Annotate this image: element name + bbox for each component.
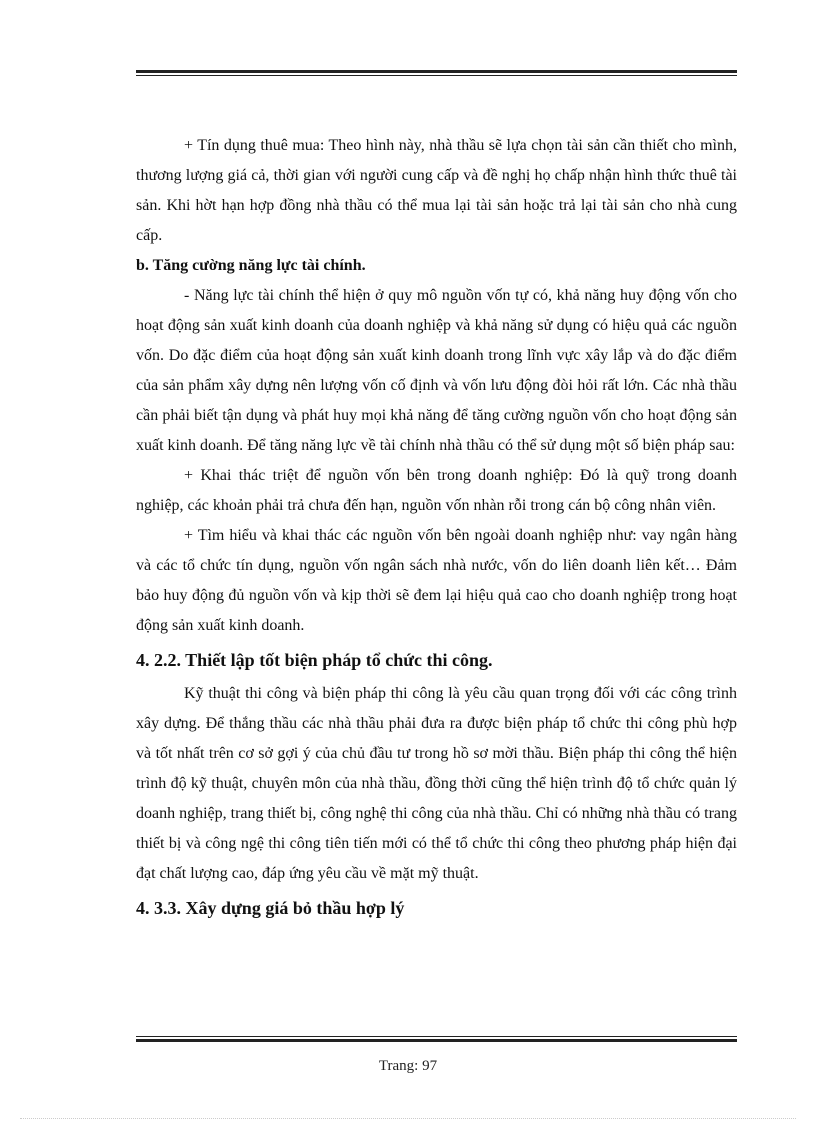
section-heading-4-2-2: 4. 2.2. Thiết lập tốt biện pháp tổ chức thi công. — [136, 650, 493, 670]
footer-rule — [136, 1036, 737, 1042]
paragraph-internal-capital: + Khai thác triệt để nguồn vốn bên trong doanh nghiệp: Đó là quỹ trong doanh nghiệp, các khoản phải trả chưa đến hạn, nguồn vốn nhàn rỗi trong cán bộ công nhân viên. — [136, 467, 737, 514]
page-bottom-border — [20, 1118, 796, 1119]
header-rule — [136, 70, 737, 76]
paragraph-construction-methods: Kỹ thuật thi công và biện pháp thi công là yêu cầu quan trọng đối với các công trình xây dựng. Để thắng thầu các nhà thầu phải đưa ra được biện pháp tổ chức thi công phù hợp và tốt nhất trên cơ sở gợi ý của chủ đầu tư trong hồ sơ mời thầu. Biện pháp thi công thể hiện trình độ kỹ thuật, chuyên môn của nhà thầu, đồng thời cũng thể hiện trình độ tổ chức quản lý doanh nghiệp, trang thiết bị, công nghệ thi công của nhà thầu. Chỉ có những nhà thầu có trang thiết bị và công ngệ thi công tiên tiến mới có thể tổ chức thi công theo phương pháp hiện đại đạt chất lượng cao, đáp ứng yêu cầu về mặt mỹ thuật. — [136, 685, 737, 882]
subheading-financial-capacity: b. Tăng cường năng lực tài chính. — [136, 257, 366, 274]
page-number: Trang: 97 — [378, 1058, 438, 1074]
paragraph-leasing: + Tín dụng thuê mua: Theo hình này, nhà thầu sẽ lựa chọn tài sản cần thiết cho mình, thương lượng giá cả, thời gian với người cung cấp và đề nghị họ chấp nhận hình thức thuê tài sản. Khi hờt hạn hợp đồng nhà thầu có thể mua lại tài sản hoặc trả lại tài sản cho nhà cung cấp. — [136, 137, 737, 244]
section-heading-4-3-3: 4. 3.3. Xây dựng giá bỏ thầu hợp lý — [136, 898, 405, 918]
paragraph-external-capital: + Tìm hiểu và khai thác các nguồn vốn bên ngoài doanh nghiệp như: vay ngân hàng và các tổ chức tín dụng, nguồn vốn ngân sách nhà nước, vốn do liên doanh liên kết… Đảm bảo huy động đủ nguồn vốn và kịp thời sẽ đem lại hiệu quả cao cho doanh nghiệp trong hoạt động sản xuất kinh doanh. — [136, 527, 737, 634]
paragraph-financial-capacity: - Năng lực tài chính thể hiện ở quy mô nguồn vốn tự có, khả năng huy động vốn cho hoạt động sản xuất kinh doanh của doanh nghiệp và khả năng sử dụng có hiệu quả các nguồn vốn. Do đặc điểm của hoạt động sản xuất kinh doanh trong lĩnh vực xây lắp và do đặc điểm của sản phẩm xây dựng nên lượng vốn cố định và vốn lưu động đòi hỏi rất lớn. Các nhà thầu cần phải biết tận dụng và phát huy mọi khả năng để tăng cường nguồn vốn cho hoạt động sản xuất kinh doanh. Để tăng năng lực về tài chính nhà thầu có thể sử dụng một số biện pháp sau: — [136, 287, 737, 454]
document-body — [136, 131, 737, 927]
